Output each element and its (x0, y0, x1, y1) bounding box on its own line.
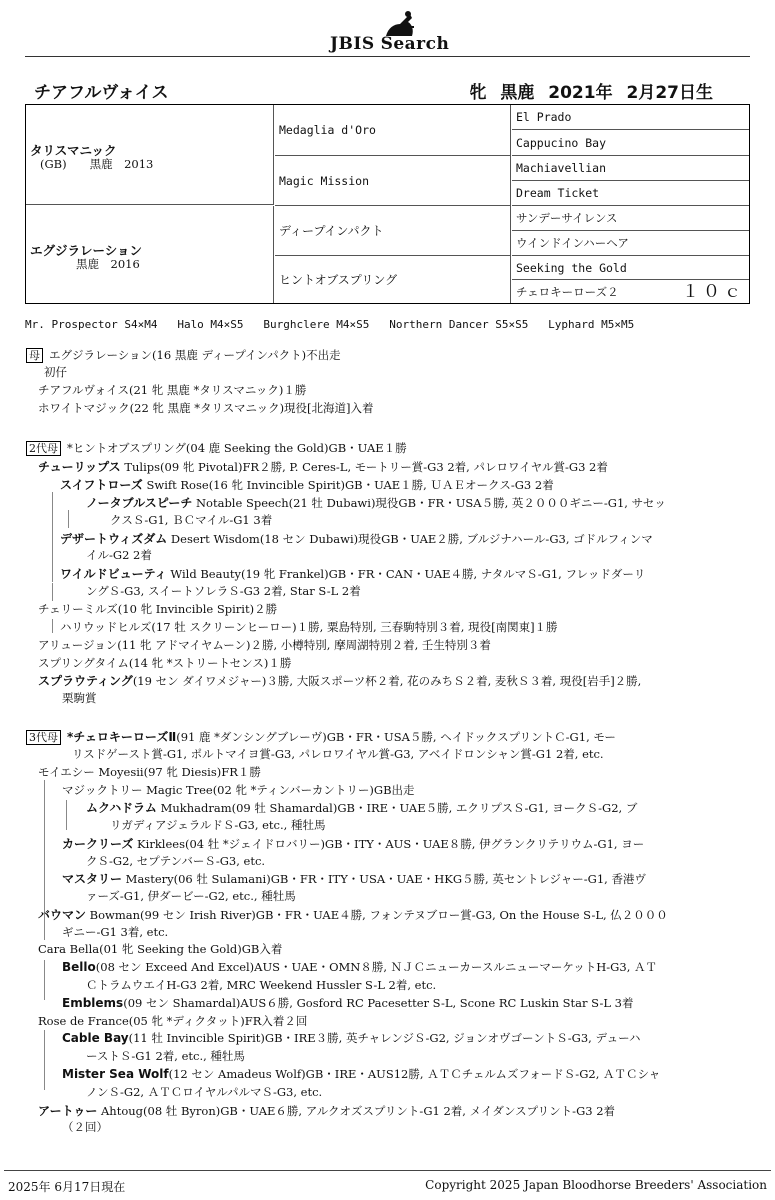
horse-name: チアフルヴォイス (34, 83, 169, 103)
tree-line (52, 619, 53, 633)
g3-row: バウマン Bowman(99 セン Irish River)GB・FR・UAE４勝, フォンテヌブロー賞-G3, On the House S-L, 仏２０００ (38, 908, 668, 922)
g2-row: ノータブルスピーチ Notable Speech(21 牡 Dubawi)現役GB・FR・USA５勝, 英２０００ギニー-G1, サセッ (86, 496, 666, 510)
g3-row: ムクハドラム Mukhadram(09 牡 Shamardal)GB・IRE・UAE５勝, エクリプスＳ-G1, ヨークＳ-G2, ブ (86, 801, 638, 815)
g3-row: Emblems(09 セン Shamardal)AUS６勝, Gosford RC Pacesetter S-L, Scone RC Luskin Star S-L 3着 (62, 996, 634, 1010)
horse-info: 牝 黒鹿 2021年 2月27日生 (469, 83, 713, 103)
g3-row-cont: ァーズ-G1, 伊ダービー-G2, etc., 種牡馬 (86, 889, 296, 903)
tree-line (66, 800, 67, 830)
g3-tag: 3代母 (26, 730, 61, 745)
dam-tag: 母 (26, 348, 43, 363)
logo-search: Search (380, 34, 450, 54)
g3-row: マスタリー Mastery(06 牡 Sulamani)GB・FR・ITY・USA・UAE・HKG５勝, 英セントレジャー-G1, 香港ヴ (62, 872, 646, 886)
header-divider (25, 56, 750, 57)
g3-row-plain: Cara Bella(01 牝 Seeking the Gold)GB入着 (38, 942, 283, 956)
g3-section-head (26, 728, 616, 745)
g3-head-name[interactable]: *チェロキーローズⅡ (67, 730, 177, 744)
g3-cell[interactable]: ウインドインハーヘア (512, 231, 749, 256)
pedigree-sire-cell (26, 105, 274, 205)
third-generation-column (512, 105, 749, 303)
g3-row: Mister Sea Wolf(12 セン Amadeus Wolf)GB・IRE・AUS12勝, ＡＴＣチェルムズフォードＳ-G2, ＡＴＣシャ (62, 1067, 661, 1081)
g3-row-plain: Rose de France(05 牝 *ディクタット)FR入着２回 (38, 1014, 308, 1028)
dam-head-text: エグジラレーション(16 黒鹿 ディープインパクト)不出走 (49, 348, 341, 362)
pedigree-dam-cell (26, 206, 274, 303)
g3-row-plain: モイエシー Moyesii(97 牝 Diesis)FR１勝 (38, 765, 261, 779)
dam-name[interactable]: エグジラレーション (30, 243, 143, 258)
g3-cell[interactable]: Machiavellian (512, 156, 749, 181)
tree-line (44, 960, 45, 1000)
g3-cell-last (512, 280, 749, 303)
g2-tag: 2代母 (26, 441, 61, 456)
sire-dam-name[interactable]: Magic Mission (279, 173, 370, 188)
g2-section-head (26, 440, 407, 456)
g3-head-text: (91 鹿 *ダンシングブレーヴ)GB・FR・USA５勝, ヘイドックスプリントＣ-G1, モー (176, 730, 616, 744)
g2-row-plain: スプリングタイム(14 牝 *ストリートセンス)１勝 (38, 656, 292, 670)
tree-line (52, 583, 53, 601)
g3-row-cont: ノンＳ-G2, ＡＴＣロイヤルパルマＳ-G3, etc. (86, 1085, 323, 1099)
g3-row-cont: クＳ-G2, セプテンバーＳ-G3, etc. (86, 854, 266, 868)
footer-divider (4, 1170, 771, 1171)
g3-cell[interactable]: Cappucino Bay (512, 130, 749, 156)
footer-date: 2025年 6月17日現在 (8, 1180, 126, 1194)
tree-line (68, 510, 69, 528)
family-number: １０ｃ (682, 282, 745, 302)
g2-row-plain: ハリウッドヒルズ(17 牡 スクリーンヒーロー)１勝, 粟島特別, 三春駒特別３着, 現役[南関東]１勝 (60, 620, 558, 634)
tree-line (52, 492, 53, 582)
g2-row: チューリップス Tulips(09 牝 Pivotal)FR２勝, P. Ceres-L, モートリー賞-G3 2着, パレロワイヤル賞-G3 2着 (38, 460, 608, 474)
g3-cell[interactable]: Dream Ticket (512, 181, 749, 206)
dam-line: ホワイトマジック(22 牝 黒鹿 *タリスマニック)現役[北海道]入着 (38, 401, 374, 415)
g3-row: Bello(08 セン Exceed And Excel)AUS・UAE・OMN８勝, ＮＪＣニューカースルニューマーケットH-G3, ＡＴ (62, 960, 658, 974)
tree-line (52, 546, 53, 564)
g2-row-plain: チェリーミルズ(10 牝 Invincible Spirit)２勝 (38, 602, 278, 616)
dam-sire-cell (275, 206, 511, 256)
g3-row-cont: ーストＳ-G1 2着, etc., 種牡馬 (86, 1049, 245, 1063)
g2-row: デザートウィズダム Desert Wisdom(18 セン Dubawi)現役GB・UAE２勝, ブルジナハール-G3, ゴドルフィンマ (60, 532, 653, 546)
dam-sire-name[interactable]: ディープインパクト (279, 224, 384, 238)
g3-row-cont: ＣトラムウエイH-G3 2着, MRC Weekend Hussler S-L 2着, etc. (86, 978, 437, 992)
g2-row: スプラウティング(19 セン ダイワメジャー)３勝, 大阪スポーツ杯２着, 花のみちＳ２着, 麦秋Ｓ３着, 現役[岩手]２勝, (38, 674, 642, 688)
jbis-search-logo[interactable] (330, 8, 460, 54)
g3-cell[interactable]: Seeking the Gold (512, 256, 749, 280)
g3-cell[interactable]: チェロキーローズ２ (516, 284, 619, 299)
g2-row-cont: ングＳ-G3, スイートソレラＳ-G3 2着, Star S-L 2着 (86, 584, 361, 598)
dam-section-head (26, 347, 341, 363)
dam-dam-cell (275, 256, 511, 303)
dam-line: チアフルヴォイス(21 牝 黒鹿 *タリスマニック)１勝 (38, 383, 307, 397)
g3-row: Cable Bay(11 牡 Invincible Spirit)GB・IRE３勝, 英チャレンジＳ-G2, ジョンオヴゴーントＳ-G3, デューハ (62, 1031, 641, 1045)
sire-name[interactable]: タリスマニック (30, 143, 117, 158)
pedigree-table (25, 104, 750, 304)
g2-row-cont: 栗駒賞 (62, 691, 97, 705)
footer-copyright: Copyright 2025 Japan Bloodhorse Breeders' Association (425, 1178, 767, 1192)
g3-cell[interactable]: El Prado (512, 105, 749, 130)
g3-row-cont: （２回） (62, 1120, 108, 1134)
logo-jbis: JBIS (330, 34, 375, 54)
g2-row-plain: アリュージョン(11 牝 アドマイヤムーン)２勝, 小樽特別, 摩周湖特別２着, 壬生特別３着 (38, 638, 491, 652)
g3-cell[interactable]: サンデーサイレンス (512, 206, 749, 231)
tree-line (44, 1030, 45, 1090)
g2-row: スイフトローズ Swift Rose(16 牝 Invincible Spirit)GB・UAE１勝, ＵＡＥオークス-G3 2着 (60, 478, 554, 492)
sire-detail: (GB) 黒鹿 2013 (40, 157, 154, 171)
dam-line: 初仔 (44, 365, 67, 379)
dam-dam-name[interactable]: ヒントオブスプリング (279, 273, 398, 287)
g3-row: アートゥー Ahtoug(08 牡 Byron)GB・UAE６勝, アルクオズスプリント-G1 2着, メイダンスプリント-G3 2着 (38, 1104, 616, 1118)
g3-row-cont: リスドゲースト賞-G1, ポルトマイヨ賞-G3, パレロワイヤル賞-G3, アベイドロンシャン賞-G1 2着, etc. (72, 747, 604, 761)
sire-sire-cell (275, 105, 511, 156)
dam-detail: 黒鹿 2016 (76, 257, 140, 271)
sire-sire-name[interactable]: Medaglia d'Oro (279, 123, 376, 137)
g3-row-cont: リガディアジェラルドＳ-G3, etc., 種牡馬 (110, 818, 326, 832)
g2-row-cont: イル-G2 2着 (86, 548, 152, 562)
sire-dam-cell (275, 156, 511, 206)
g3-row-plain: マジックトリー Magic Tree(02 牝 *ティンバーカントリー)GB出走 (62, 783, 415, 797)
g3-row-cont: ギニー-G1 3着, etc. (62, 925, 169, 939)
g2-head-text: *ヒントオブスプリング(04 鹿 Seeking the Gold)GB・UAE１勝 (67, 441, 407, 455)
g2-row-cont: クスＳ-G1, ＢＣマイル-G1 3着 (110, 513, 273, 527)
g2-row: ワイルドビューティ Wild Beauty(19 牝 Frankel)GB・FR・CAN・UAE４勝, ナタルマＳ-G1, フレッドダーリ (60, 567, 646, 581)
g3-row: カークリーズ Kirklees(04 牡 *ジェイドロバリー)GB・ITY・AUS・UAE８勝, 伊グランクリテリウム-G1, ヨー (62, 837, 645, 851)
inbreeding-line: Mr. Prospector S4×M4 Halo M4×S5 Burghclere M4×S5 Northern Dancer S5×S5 Lyphard M5×M5 (25, 318, 635, 331)
